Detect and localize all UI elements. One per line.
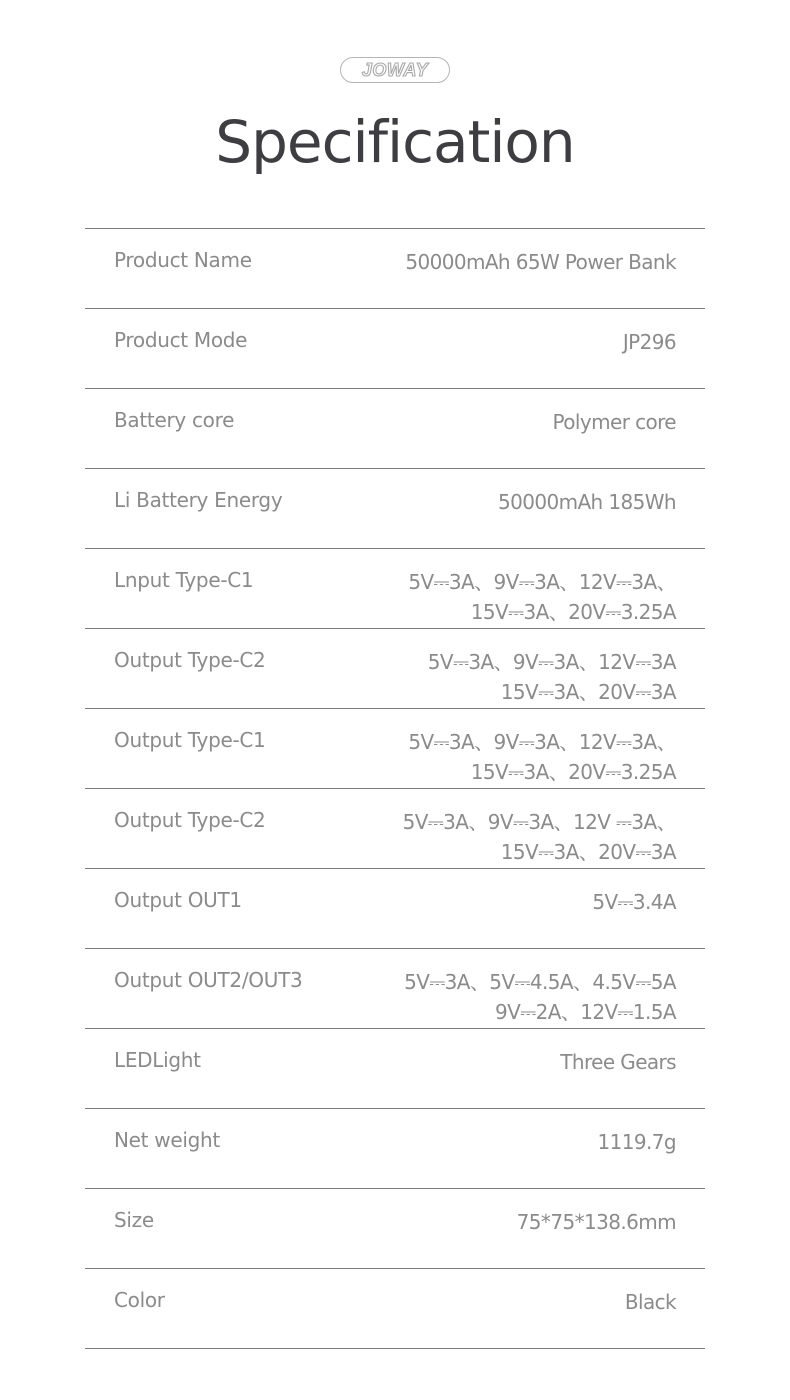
spec-value xyxy=(428,647,676,707)
spec-value-line: 5V⎓3A、9V⎓3A、12V ⎓3A、 xyxy=(402,810,676,834)
spec-row xyxy=(85,869,705,949)
logo-text: JOWAY xyxy=(361,59,429,80)
spec-value xyxy=(592,887,676,917)
page-title: Specification xyxy=(215,108,575,176)
spec-value-line: 15V⎓3A、20V⎓3.25A xyxy=(470,600,676,624)
spec-row xyxy=(85,629,705,709)
spec-row xyxy=(85,1029,705,1109)
spec-row xyxy=(85,789,705,869)
spec-value-line: 50000mAh 185Wh xyxy=(497,490,676,514)
spec-row xyxy=(85,309,705,389)
spec-value xyxy=(517,1207,676,1237)
brand-logo-area xyxy=(0,57,790,83)
spec-label: Output Type-C2 xyxy=(114,808,266,832)
spec-value-line: 5V⎓3.4A xyxy=(592,890,676,914)
spec-label: Output OUT2/OUT3 xyxy=(114,968,303,992)
spec-row xyxy=(85,229,705,309)
spec-label: Li Battery Energy xyxy=(114,488,283,512)
spec-value xyxy=(405,247,676,277)
spec-value-line: 5V⎓3A、9V⎓3A、12V⎓3A xyxy=(427,650,676,674)
spec-value-line: 9V⎓2A、12V⎓1.5A xyxy=(495,1000,676,1024)
spec-row xyxy=(85,469,705,549)
spec-value xyxy=(498,487,676,517)
joway-logo xyxy=(340,57,450,83)
spec-label: Color xyxy=(114,1288,165,1312)
spec-row xyxy=(85,1269,705,1349)
spec-row xyxy=(85,709,705,789)
spec-label: LEDLight xyxy=(114,1048,201,1072)
spec-label: Lnput Type-C1 xyxy=(114,568,254,592)
spec-value-line: 1119.7g xyxy=(597,1130,676,1154)
spec-value xyxy=(404,967,676,1027)
spec-label: Battery core xyxy=(114,408,235,432)
spec-row xyxy=(85,1109,705,1189)
spec-value xyxy=(623,327,676,357)
spec-value-line: 15V⎓3A、20V⎓3A xyxy=(500,680,676,704)
spec-label: Output OUT1 xyxy=(114,888,242,912)
spec-value-line: Polymer core xyxy=(552,410,676,434)
spec-value xyxy=(408,727,676,787)
spec-value-line: 5V⎓3A、9V⎓3A、12V⎓3A、 xyxy=(408,730,676,754)
spec-label: Size xyxy=(114,1208,154,1232)
spec-value-line: Black xyxy=(624,1290,676,1314)
spec-label: Output Type-C1 xyxy=(114,728,266,752)
spec-value-line: 5V⎓3A、5V⎓4.5A、4.5V⎓5A xyxy=(404,970,676,994)
spec-row xyxy=(85,949,705,1029)
spec-value xyxy=(408,567,676,627)
spec-value-line: 15V⎓3A、20V⎓3A xyxy=(500,840,676,864)
spec-value-line: 15V⎓3A、20V⎓3.25A xyxy=(470,760,676,784)
spec-value-line: JP296 xyxy=(622,330,676,354)
spec-value xyxy=(403,807,676,867)
spec-value xyxy=(625,1287,676,1317)
spec-label: Output Type-C2 xyxy=(114,648,266,672)
spec-label: Net weight xyxy=(114,1128,220,1152)
spec-value-line: 75*75*138.6mm xyxy=(516,1210,676,1234)
spec-value xyxy=(560,1047,676,1077)
spec-row xyxy=(85,1189,705,1269)
spec-label: Product Mode xyxy=(114,328,248,352)
spec-value-line: Three Gears xyxy=(560,1050,676,1074)
spec-table xyxy=(85,228,705,1349)
spec-value-line: 50000mAh 65W Power Bank xyxy=(405,250,676,274)
spec-value xyxy=(553,407,676,437)
spec-value xyxy=(598,1127,676,1157)
spec-row xyxy=(85,389,705,469)
spec-row xyxy=(85,549,705,629)
spec-value-line: 5V⎓3A、9V⎓3A、12V⎓3A、 xyxy=(408,570,676,594)
spec-label: Product Name xyxy=(114,248,252,272)
